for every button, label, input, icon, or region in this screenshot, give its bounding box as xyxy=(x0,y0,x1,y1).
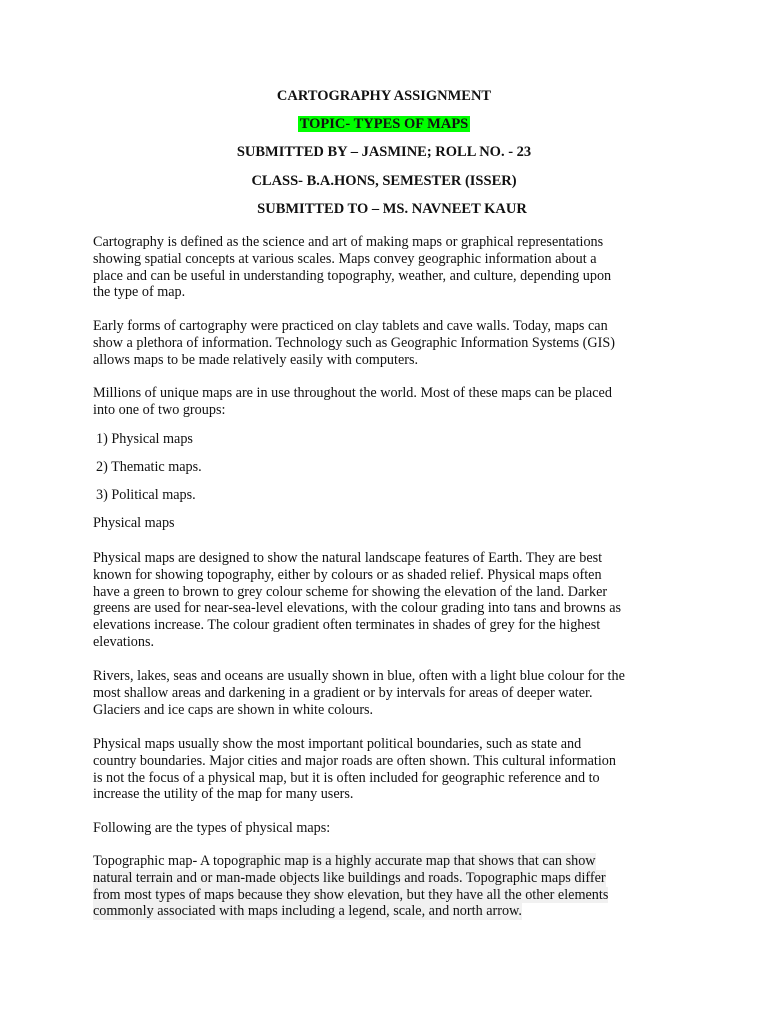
document-title: CARTOGRAPHY ASSIGNMENT xyxy=(276,88,492,104)
submitted-to-line: SUBMITTED TO – MS. NAVNEET KAUR xyxy=(257,201,527,217)
class-line: CLASS- B.A.HONS, SEMESTER (ISSER) xyxy=(251,173,517,189)
paragraph-line: Physical maps usually show the most important political boundaries, such as state and xyxy=(93,736,582,752)
paragraph-line: country boundaries. Major cities and major roads are often shown. This cultural information xyxy=(93,752,616,769)
submitted-by-line: SUBMITTED BY – JASMINE; ROLL NO. - 23 xyxy=(236,144,532,160)
paragraph-line: natural terrain and or man-made objects like buildings and roads. Topographic maps differ xyxy=(93,869,606,886)
boundaries-paragraph xyxy=(93,736,678,803)
list-item: 2) Thematic maps. xyxy=(96,459,202,475)
topic-line xyxy=(0,115,768,133)
paragraph-line: Topographic map- A topographic map is a highly accurate map that shows that can show xyxy=(93,853,596,869)
paragraph-line: show a plethora of information. Technology such as Geographic Information Systems (GIS) xyxy=(93,334,615,351)
list-item: 3) Political maps. xyxy=(96,487,196,503)
paragraph-line: place and can be useful in understanding topography, weather, and culture, depending upon xyxy=(93,267,612,284)
paragraph-line: is not the focus of a physical map, but it is often included for geographic reference and to xyxy=(93,769,600,786)
paragraph-line: into one of two groups: xyxy=(93,401,226,418)
water-paragraph xyxy=(93,668,678,718)
paragraph-line: allows maps to be made relatively easily with computers. xyxy=(93,351,419,368)
paragraph-line: elevations increase. The colour gradient often terminates in shades of grey for the highest xyxy=(93,617,601,634)
paragraph-line: elevations. xyxy=(93,633,155,650)
paragraph-line: Millions of unique maps are in use throughout the world. Most of these maps can be placed xyxy=(93,385,612,401)
paragraph-line: Cartography is defined as the science and art of making maps or graphical representations xyxy=(93,234,604,250)
paragraph-line: commonly associated with maps including a legend, scale, and north arrow. xyxy=(93,903,522,920)
paragraph-line: Glaciers and ice caps are shown in white colours. xyxy=(93,701,374,718)
groups-paragraph xyxy=(93,385,678,419)
paragraph-line: known for showing topography, either by colours or as shaded relief. Physical maps often xyxy=(93,566,602,583)
paragraph-line: most shallow areas and darkening in a gradient or by intervals for areas of deeper water. xyxy=(93,684,593,701)
paragraph-line: Rivers, lakes, seas and oceans are usually shown in blue, often with a light blue colour for the xyxy=(93,668,625,684)
paragraph-line: from most types of maps because they show elevation, but they have all the other elements xyxy=(93,886,609,903)
paragraph-line: Physical maps are designed to show the natural landscape features of Earth. They are best xyxy=(93,550,603,566)
paragraph-line: the type of map. xyxy=(93,284,186,301)
section-heading: Physical maps xyxy=(93,515,175,531)
types-intro-line: Following are the types of physical maps: xyxy=(93,820,331,836)
intro-paragraph xyxy=(93,234,678,301)
paragraph-line: increase the utility of the map for many users. xyxy=(93,786,354,803)
list-item: 1) Physical maps xyxy=(96,431,193,447)
history-paragraph xyxy=(93,318,678,368)
topic-highlight: TOPIC- TYPES OF MAPS xyxy=(299,116,469,132)
paragraph-line: have a green to brown to grey colour scheme for showing the elevation of the land. Darker xyxy=(93,583,608,600)
paragraph-line: Early forms of cartography were practiced on clay tablets and cave walls. Today, maps can xyxy=(93,318,608,334)
paragraph-line: greens are used for near-sea-level elevations, with the colour grading into tans and browns as xyxy=(93,600,622,617)
topographic-paragraph xyxy=(93,853,678,920)
paragraph-line: showing spatial concepts at various scales. Maps convey geographic information about a xyxy=(93,250,597,267)
physical-maps-paragraph xyxy=(93,550,678,651)
